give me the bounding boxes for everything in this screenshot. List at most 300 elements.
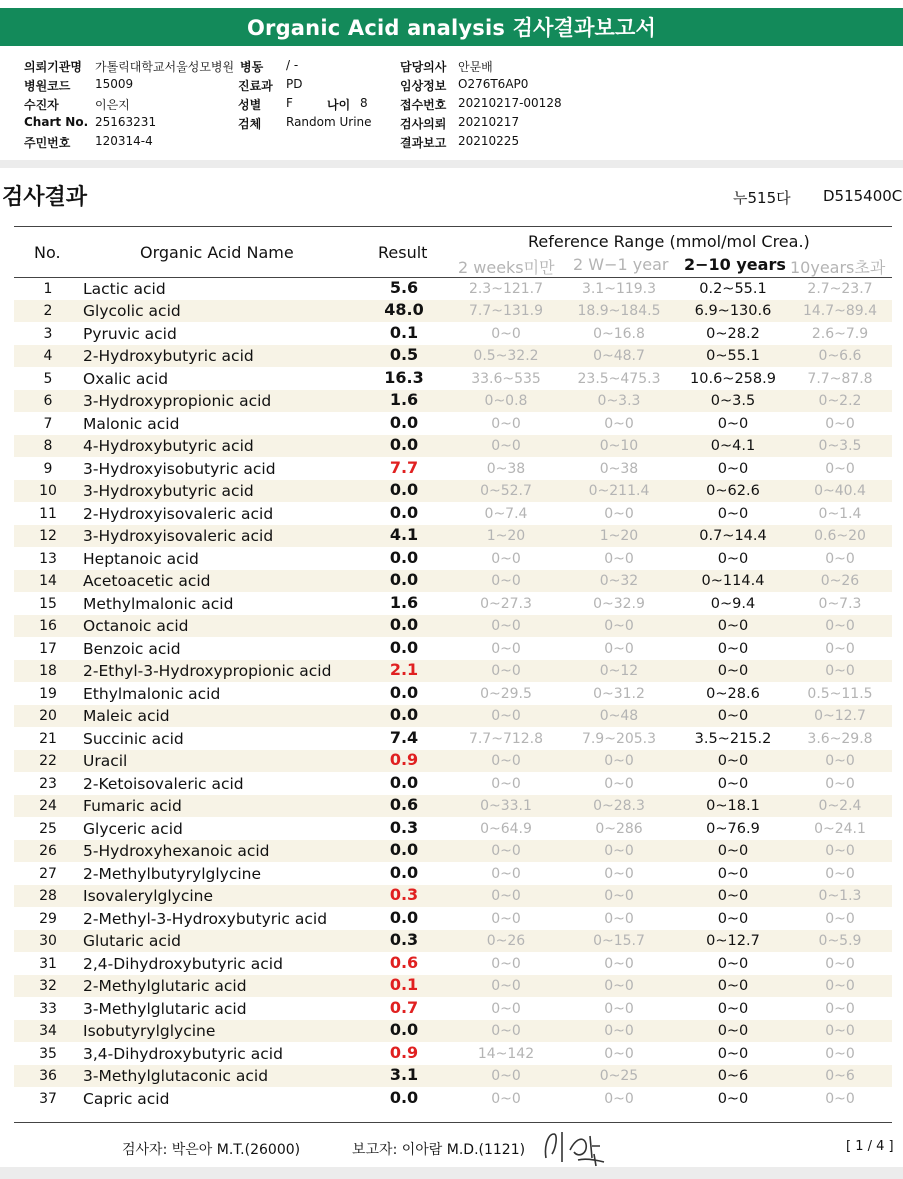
row-number: 22 [39,753,57,769]
ref-range-under-2-weeks: 0~0 [491,438,521,454]
ref-range-2w-1y: 0~32.9 [593,596,645,612]
ref-range-2-10y: 0~0 [717,866,749,882]
table-row [14,863,892,885]
chart-label: Chart No. [24,115,89,129]
ref-range-2-10y: 0~76.9 [706,821,760,837]
row-number: 4 [43,348,53,364]
ref-range-under-2-weeks: 0~0 [491,978,521,994]
ref-range-2w-1y: 0~38 [599,461,639,477]
row-number: 37 [39,1091,57,1107]
ref-range-2-10y: 0~0 [717,956,749,972]
table-row [14,840,892,862]
ref-range-2w-1y: 18.9~184.5 [577,303,661,319]
table-row [14,413,892,435]
chart-value: 25163231 [95,115,157,129]
ref-range-over-10y: 0~0 [825,663,855,679]
ref-range-2w-1y: 0~31.2 [593,686,645,702]
acid-name: 4-Hydroxybutyric acid [83,437,254,455]
ref-range-2w-1y: 1~20 [599,528,639,544]
table-row [14,1088,892,1110]
ref-range-over-10y: 0.5~11.5 [807,686,873,702]
row-number: 27 [39,866,57,882]
acid-name: 2,4-Dihydroxybutyric acid [83,955,283,973]
table-row [14,683,892,705]
result-value: 0.0 [389,570,419,589]
table-row [14,615,892,637]
ref-range-2-10y: 0~0 [717,1001,749,1017]
clinical-value: O276T6AP0 [458,77,529,91]
ref-range-2-10y: 0.2~55.1 [699,281,767,297]
ref-range-under-2-weeks: 2.3~121.7 [468,281,544,297]
ref-range-2w-1y: 0~0 [604,1091,634,1107]
ref-range-over-10y: 0~7.3 [818,596,862,612]
row-number: 30 [39,933,57,949]
header-no: No. [34,243,61,262]
table-top-rule [14,226,892,227]
table-row [14,705,892,727]
ref-range-2w-1y: 0~12 [599,663,639,679]
result-value: 5.6 [389,278,419,297]
ref-range-under-2-weeks: 0~0 [491,866,521,882]
acid-name: 3-Hydroxyisobutyric acid [83,460,276,478]
test-code: D515400C [823,187,903,205]
result-value: 1.6 [389,390,419,409]
ward-label: 병동 [240,60,264,74]
hospital-code-label: 병원코드 [24,79,71,93]
ref-range-2w-1y: 0~0 [604,506,634,522]
ref-range-2w-1y: 0~25 [599,1068,639,1084]
ref-range-2-10y: 0~9.4 [710,596,756,612]
ref-range-over-10y: 0~2.2 [818,393,862,409]
row-number: 20 [39,708,57,724]
ref-range-over-10y: 0~0 [825,551,855,567]
footer-band [0,1167,903,1179]
acid-name: Glycolic acid [83,302,181,320]
ref-range-2-10y: 3.5~215.2 [694,731,772,747]
table-row [14,998,892,1020]
table-row [14,773,892,795]
acid-name: Heptanoic acid [83,550,199,568]
result-value: 1.6 [389,593,419,612]
ref-range-over-10y: 0~2.4 [818,798,862,814]
result-value: 0.0 [389,413,419,432]
reporter: 보고자: 이아람 M.D.(1121) [352,1142,526,1158]
result-value: 0.0 [389,840,419,859]
acid-name: Lactic acid [83,280,166,298]
id-value: 120314-4 [95,134,153,148]
table-row [14,885,892,907]
row-number: 33 [39,1001,57,1017]
table-row [14,818,892,840]
ref-range-2w-1y: 0~0 [604,843,634,859]
id-label: 주민번호 [24,136,71,150]
table-row [14,975,892,997]
ref-range-over-10y: 0~0 [825,776,855,792]
acid-name: Succinic acid [83,730,184,748]
ref-range-2w-1y: 0~48.7 [593,348,645,364]
table-row [14,323,892,345]
row-number: 25 [39,821,57,837]
ref-range-2-10y: 0~0 [717,753,749,769]
requester-value: 가톨릭대학교서울성모병원 [95,60,235,74]
ref-range-over-10y: 0~0 [825,416,855,432]
result-value: 48.0 [384,300,424,319]
ref-range-2w-1y: 0~10 [599,438,639,454]
ref-range-under-2-weeks: 0~0 [491,326,521,342]
ref-range-under-2-weeks: 0~0 [491,708,521,724]
row-number: 3 [43,326,53,342]
hospital-code-value: 15009 [95,77,134,91]
ref-range-under-2-weeks: 0~27.3 [480,596,532,612]
result-value: 0.3 [389,885,419,904]
result-value: 0.0 [389,638,419,657]
table-row [14,368,892,390]
result-value: 7.4 [389,728,419,747]
ref-range-2-10y: 0~0 [717,506,749,522]
ref-range-over-10y: 0~24.1 [814,821,866,837]
ref-range-2-10y: 0~0 [717,1046,749,1062]
dept-label: 진료과 [238,79,273,93]
table-row [14,593,892,615]
ref-range-over-10y: 14.7~89.4 [802,303,878,319]
ref-range-under-2-weeks: 0~0 [491,573,521,589]
ref-range-2-10y: 0~0 [717,618,749,634]
ref-range-2-10y: 10.6~258.9 [690,371,776,387]
result-value: 0.0 [389,1088,419,1107]
ref-range-under-2-weeks: 0~0 [491,663,521,679]
table-row [14,480,892,502]
ref-range-2-10y: 0~0 [717,911,749,927]
ref-range-2-10y: 6.9~130.6 [694,303,772,319]
ref-range-over-10y: 2.6~7.9 [811,326,869,342]
examinee-value: 이은지 [95,98,130,112]
ref-range-2w-1y: 0~3.3 [597,393,641,409]
divider-band [0,160,903,168]
result-value: 0.0 [389,548,419,567]
result-value: 0.9 [389,1043,419,1062]
header-result: Result [378,243,428,262]
ref-range-under-2-weeks: 0~0 [491,888,521,904]
section-title: 검사결과 [2,185,88,210]
ref-range-2w-1y: 0~0 [604,776,634,792]
examinee-label: 수진자 [24,98,59,112]
ref-range-under-2-weeks: 14~142 [477,1046,535,1062]
row-number: 35 [39,1046,57,1062]
ref-range-over-10y: 0~0 [825,911,855,927]
row-number: 16 [39,618,57,634]
report-title: Organic Acid analysis 검사결과보고서 [0,8,903,46]
ref-range-under-2-weeks: 0~7.4 [484,506,528,522]
acid-name: Isobutyrylglycine [83,1022,216,1040]
row-number: 15 [39,596,57,612]
requester-label: 의뢰기관명 [24,60,82,74]
row-number: 10 [39,483,57,499]
row-number: 1 [43,281,53,297]
result-value: 0.3 [389,930,419,949]
table-row [14,345,892,367]
doctor-label: 담당의사 [400,60,447,74]
acid-name: Ethylmalonic acid [83,685,221,703]
row-number: 14 [39,573,57,589]
row-number: 32 [39,978,57,994]
table-row [14,435,892,457]
ref-range-under-2-weeks: 0~0 [491,1001,521,1017]
acid-name: 2-Methylbutyrylglycine [83,865,262,883]
ref-range-over-10y: 0~0 [825,866,855,882]
ref-range-2-10y: 0~62.6 [706,483,760,499]
ref-range-2w-1y: 0~15.7 [593,933,645,949]
ref-range-2-10y: 0.7~14.4 [699,528,767,544]
ref-range-over-10y: 0~0 [825,978,855,994]
result-value: 16.3 [384,368,424,387]
result-value: 0.0 [389,1020,419,1039]
ref-range-over-10y: 0~0 [825,843,855,859]
patient-info [0,56,903,156]
ref-range-over-10y: 0~0 [825,1046,855,1062]
ref-range-under-2-weeks: 0~0 [491,1091,521,1107]
ref-range-2w-1y: 0~0 [604,888,634,904]
ref-range-2w-1y: 0~0 [604,978,634,994]
ref-range-under-2-weeks: 0.5~32.2 [473,348,539,364]
result-value: 0.0 [389,705,419,724]
row-number: 13 [39,551,57,567]
ref-range-over-10y: 0~0 [825,956,855,972]
ref-range-over-10y: 0~0 [825,618,855,634]
result-value: 0.6 [389,795,419,814]
acid-name: 3-Hydroxypropionic acid [83,392,272,410]
ref-range-2w-1y: 0~0 [604,618,634,634]
ref-range-under-2-weeks: 0~0.8 [484,393,528,409]
ref-range-2w-1y: 0~0 [604,416,634,432]
ref-range-over-10y: 0~0 [825,1091,855,1107]
ref-range-under-2-weeks: 0~0 [491,911,521,927]
ref-range-2w-1y: 0~32 [599,573,639,589]
specimen-value: Random Urine [286,115,372,129]
ref-range-over-10y: 3.6~29.8 [807,731,873,747]
row-number: 7 [43,416,53,432]
table-row [14,660,892,682]
result-value: 0.1 [389,323,419,342]
ref-range-over-10y: 0~0 [825,1001,855,1017]
ref-range-2w-1y: 7.9~205.3 [581,731,657,747]
ref-range-over-10y: 0~5.9 [818,933,862,949]
acid-name: Maleic acid [83,707,170,725]
result-value: 2.1 [389,660,419,679]
ref-range-2-10y: 0~0 [717,551,749,567]
acid-name: Fumaric acid [83,797,182,815]
acid-name: Glutaric acid [83,932,182,950]
ref-col-2w-1y: 2 W−1 year [573,255,669,274]
ref-range-over-10y: 0~40.4 [814,483,866,499]
row-number: 31 [39,956,57,972]
clinical-label: 임상정보 [400,79,447,93]
ref-range-under-2-weeks: 0~26 [486,933,526,949]
ref-range-2-10y: 0~0 [717,1091,749,1107]
ref-range-2-10y: 0~18.1 [706,798,760,814]
ref-range-2w-1y: 0~0 [604,641,634,657]
ref-range-under-2-weeks: 0~0 [491,618,521,634]
acid-name: Benzoic acid [83,640,181,658]
result-value: 0.5 [389,345,419,364]
ref-range-over-10y: 0~6.6 [818,348,862,364]
table-row [14,953,892,975]
ref-range-over-10y: 0~1.3 [818,888,862,904]
row-number: 23 [39,776,57,792]
header-name: Organic Acid Name [140,243,294,262]
row-number: 21 [39,731,57,747]
ref-range-over-10y: 0~12.7 [814,708,866,724]
ref-range-2-10y: 0~28.6 [706,686,760,702]
result-value: 0.0 [389,435,419,454]
ref-range-2w-1y: 0~48 [599,708,639,724]
acid-name: 3-Hydroxybutyric acid [83,482,254,500]
row-number: 19 [39,686,57,702]
ref-range-over-10y: 0~6 [825,1068,855,1084]
acid-name: Acetoacetic acid [83,572,211,590]
table-row [14,1043,892,1065]
table-row [14,390,892,412]
table-row [14,300,892,322]
table-row [14,458,892,480]
table-row [14,638,892,660]
ref-range-2w-1y: 0~0 [604,1001,634,1017]
ref-range-2-10y: 0~114.4 [701,573,765,589]
row-number: 36 [39,1068,57,1084]
ref-range-2w-1y: 0~211.4 [588,483,650,499]
ref-range-2-10y: 0~0 [717,888,749,904]
ref-range-over-10y: 0~1.4 [818,506,862,522]
ref-range-under-2-weeks: 0~0 [491,776,521,792]
result-value: 0.0 [389,683,419,702]
acid-name: 3-Methylglutaric acid [83,1000,247,1018]
ref-range-2-10y: 0~4.1 [710,438,756,454]
ref-range-under-2-weeks: 0~64.9 [480,821,532,837]
acid-name: 2-Ketoisovaleric acid [83,775,244,793]
page-indicator: [ 1 / 4 ] [846,1139,894,1154]
row-number: 9 [43,461,53,477]
ref-col-over-10y: 10years초과 [790,258,886,277]
row-number: 6 [43,393,53,409]
ref-range-2-10y: 0~6 [717,1068,749,1084]
acid-name: 2-Ethyl-3-Hydroxypropionic acid [83,662,332,680]
result-value: 0.0 [389,503,419,522]
ref-range-2w-1y: 0~16.8 [593,326,645,342]
ref-range-2-10y: 0~0 [717,1023,749,1039]
result-value: 0.0 [389,773,419,792]
result-value: 4.1 [389,525,419,544]
acid-name: Pyruvic acid [83,325,177,343]
header-reference-range: Reference Range (mmol/mol Crea.) [528,232,810,251]
acid-name: Octanoic acid [83,617,189,635]
ref-range-under-2-weeks: 0~38 [486,461,526,477]
ref-range-under-2-weeks: 33.6~535 [471,371,541,387]
acid-name: Capric acid [83,1090,170,1108]
result-value: 0.9 [389,750,419,769]
row-number: 24 [39,798,57,814]
ref-range-2w-1y: 0~0 [604,911,634,927]
ref-range-2-10y: 0~28.2 [706,326,760,342]
result-value: 0.0 [389,863,419,882]
ref-range-2w-1y: 0~28.3 [593,798,645,814]
ref-range-under-2-weeks: 7.7~712.8 [468,731,544,747]
specimen-label: 검체 [238,117,262,131]
ref-range-2w-1y: 0~286 [595,821,643,837]
ref-col-2-10y: 2−10 years [684,255,786,274]
row-number: 28 [39,888,57,904]
ref-range-2-10y: 0~0 [717,461,749,477]
test-code-korean: 누515다 [733,189,791,207]
ref-range-2-10y: 0~3.5 [710,393,756,409]
ref-range-over-10y: 0~0 [825,641,855,657]
ref-range-2w-1y: 0~0 [604,1023,634,1039]
ref-range-2-10y: 0~0 [717,978,749,994]
table-bottom-rule [14,1122,892,1123]
table-row [14,750,892,772]
ref-range-2-10y: 0~0 [717,708,749,724]
row-number: 8 [43,438,53,454]
row-number: 5 [43,371,53,387]
ref-range-2w-1y: 23.5~475.3 [577,371,661,387]
result-value: 7.7 [389,458,419,477]
table-row [14,1020,892,1042]
table-row [14,503,892,525]
ref-range-2-10y: 0~0 [717,663,749,679]
result-value: 0.0 [389,615,419,634]
table-row [14,525,892,547]
acid-name: Uracil [83,752,128,770]
ref-range-over-10y: 0~0 [825,753,855,769]
result-value: 3.1 [389,1065,419,1084]
ref-range-under-2-weeks: 0~33.1 [480,798,532,814]
ref-range-2w-1y: 0~0 [604,1046,634,1062]
ref-range-under-2-weeks: 1~20 [486,528,526,544]
ref-range-under-2-weeks: 0~0 [491,1068,521,1084]
signature [540,1128,620,1168]
ref-range-under-2-weeks: 0~0 [491,416,521,432]
ref-range-over-10y: 2.7~23.7 [807,281,873,297]
acid-name: Oxalic acid [83,370,169,388]
acid-name: 2-Methyl-3-Hydroxybutyric acid [83,910,328,928]
row-number: 11 [39,506,57,522]
acid-name: 5-Hydroxyhexanoic acid [83,842,270,860]
receipt-label: 접수번호 [400,98,447,112]
result-value: 0.7 [389,998,419,1017]
acid-name: 3,4-Dihydroxybutyric acid [83,1045,283,1063]
table-row [14,728,892,750]
dept-value: PD [286,77,303,91]
ref-range-2w-1y: 0~0 [604,866,634,882]
acid-name: Methylmalonic acid [83,595,234,613]
ref-range-over-10y: 0.6~20 [814,528,866,544]
row-number: 34 [39,1023,57,1039]
acid-name: 2-Hydroxybutyric acid [83,347,254,365]
ward-value: / - [286,58,299,72]
examiner: 검사자: 박은아 M.T.(26000) [122,1142,301,1158]
report-date-value: 20210225 [458,134,520,148]
ref-range-under-2-weeks: 0~0 [491,956,521,972]
sex-label: 성별 [238,98,262,112]
table-row [14,795,892,817]
ref-range-2-10y: 0~0 [717,776,749,792]
table-row [14,548,892,570]
row-number: 2 [43,303,53,319]
ref-range-2w-1y: 0~0 [604,753,634,769]
ref-range-under-2-weeks: 0~0 [491,1023,521,1039]
ref-range-over-10y: 0~26 [820,573,860,589]
row-number: 29 [39,911,57,927]
row-number: 12 [39,528,57,544]
ref-col-under-2-weeks: 2 weeks미만 [458,258,555,277]
